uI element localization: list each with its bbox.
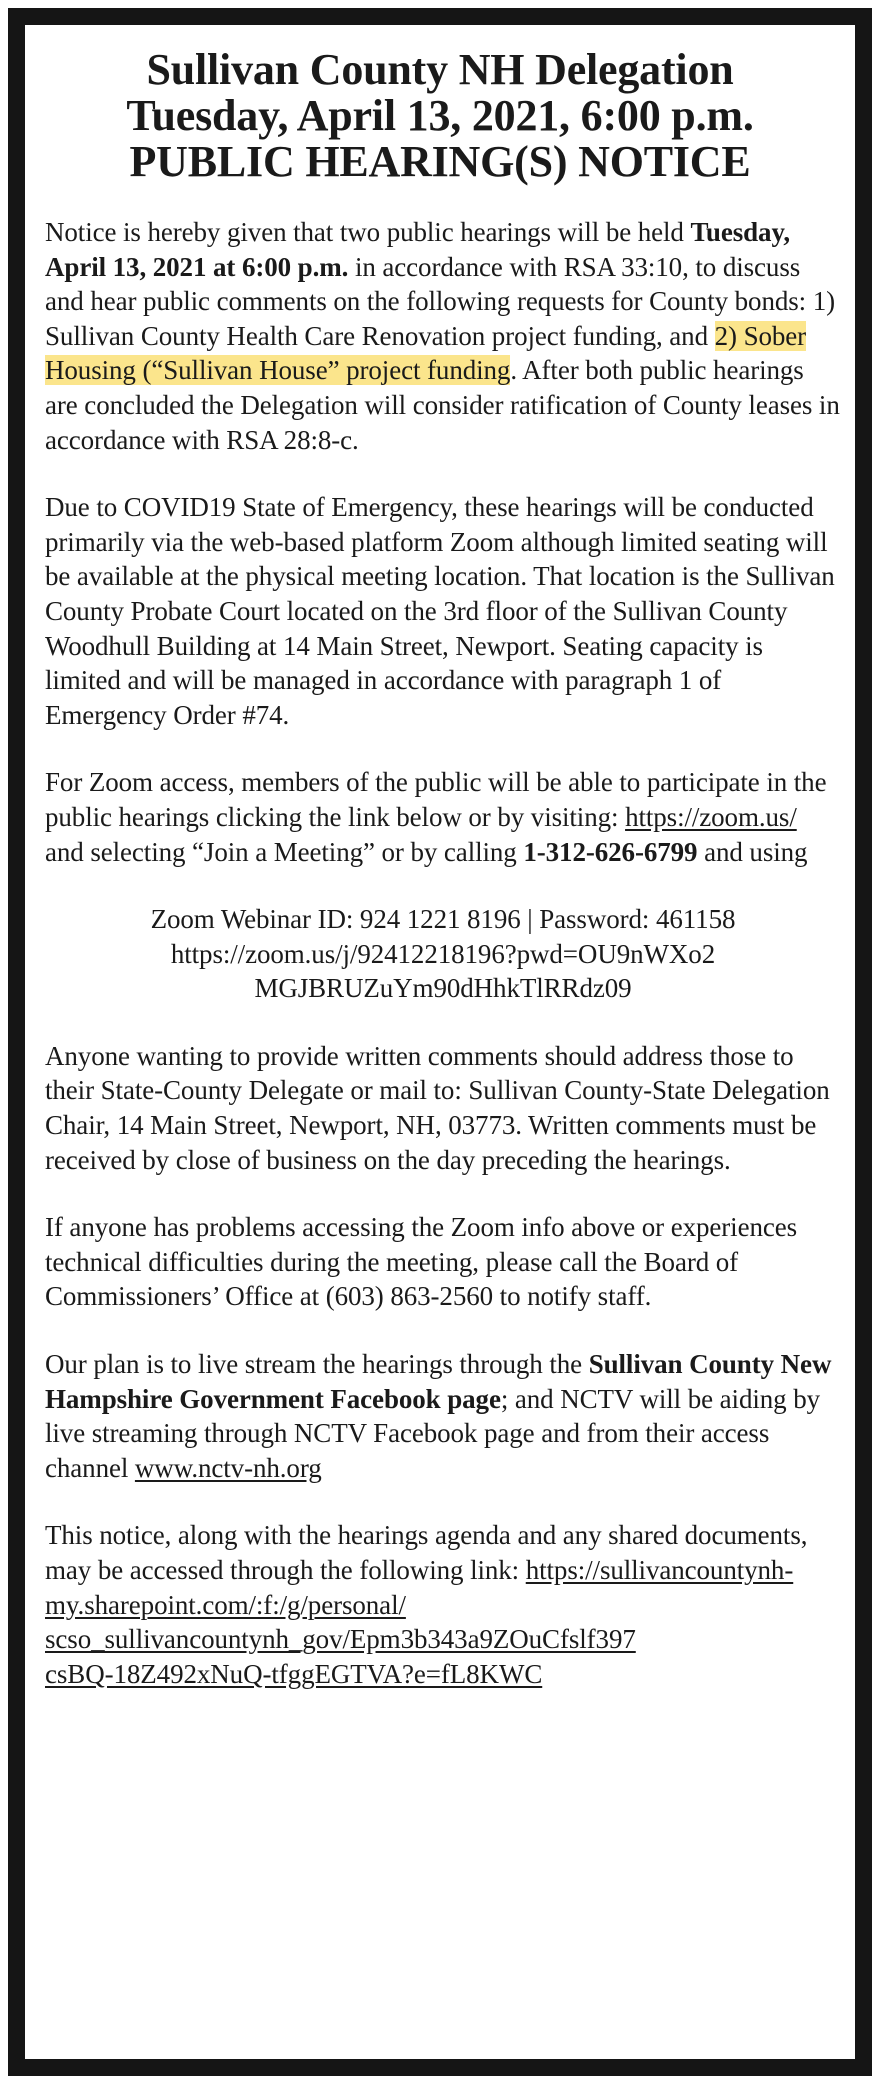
paragraph-zoom-access	[45, 765, 841, 869]
phone-number: 1-312-626-6799	[523, 836, 698, 867]
zoom-url-line2: MGJBRUZuYm90dHhkTlRRdz09	[254, 973, 632, 1004]
text: in accordance with RSA 33:10, to discuss and hear public comments on the following requests for County bonds: 1) Sullivan County Health Care Renovation project funding, and	[45, 251, 836, 351]
zoom-link[interactable]: https://zoom.us/	[625, 801, 797, 832]
zoom-webinar-id: Zoom Webinar ID: 924 1221 8196 | Password: 461158	[150, 904, 736, 935]
zoom-details	[45, 902, 841, 1006]
zoom-url-line1: https://zoom.us/j/92412218196?pwd=OU9nWXo2	[170, 938, 716, 969]
paragraph-written-comments: Anyone wanting to provide written comments should address those to their State-County Delegate or mail to: Sullivan County-State Delegation Chair, 14 Main Street, Newport, NH, 03773. Written comments must be received by close of business on the day preceding the hearings.	[45, 1040, 830, 1175]
text: and selecting “Join a Meeting” or by calling	[45, 836, 524, 867]
title-notice: PUBLIC HEARING(S) NOTICE	[129, 137, 751, 186]
text: . After both public hearings are concluded the Delegation will consider ratification of County leases in accordance with RSA 28:8-c.	[45, 355, 840, 455]
text: and using	[697, 836, 808, 867]
title-date: Tuesday, April 13, 2021, 6:00 p.m.	[126, 91, 754, 140]
paragraph-technical-issues: If anyone has problems accessing the Zoom info above or experiences technical difficulties during the meeting, please call the Board of Commissioners’ Office at (603) 863-2560 to notify staff.	[45, 1212, 798, 1312]
hearing-date: Tuesday, April 13, 2021 at 6:00 p.m.	[45, 217, 791, 282]
paragraph-hearings	[45, 215, 841, 457]
notice-title	[25, 25, 855, 185]
facebook-page: Sullivan County New Hampshire Government Facebook page	[45, 1349, 832, 1414]
text: ; and NCTV will be aiding by live streaming through NCTV Facebook page and from their access channel	[45, 1383, 820, 1483]
notice-body	[25, 215, 855, 1691]
highlighted-text: 2) Sober Housing (“Sullivan House” project funding	[45, 320, 807, 386]
text: Our plan is to live stream the hearings through the	[45, 1349, 589, 1380]
text: This notice, along with the hearings agenda and any shared documents, may be accessed through the following link:	[45, 1520, 808, 1585]
text: Notice is hereby given that two public hearings will be held	[45, 217, 691, 247]
nctv-link[interactable]: www.nctv-nh.org	[134, 1452, 322, 1483]
paragraph-covid: Due to COVID19 State of Emergency, these hearings will be conducted primarily via the web-based platform Zoom although limited seating will be available at the physical meeting location. That location is the Sullivan County Probate Court located on the 3rd floor of the Sullivan County Woodhull Building at 14 Main Street, Newport. Seating capacity is limited and will be managed in accordance with paragraph 1 of Emergency Order #74.	[45, 492, 835, 730]
text: For Zoom access, members of the public will be able to participate in the public hearings clicking the link below or by visiting:	[45, 767, 827, 832]
sharepoint-link-text: https://sullivancountynh-my.sharepoint.com/:f:/g/personal/ scso_sullivancountynh_gov/Epm3b343a9ZOuCfslf397 csBQ-18Z492xNuQ-tfggEGTVA?e=fL8KWC	[45, 1555, 794, 1689]
paragraph-documents	[45, 1518, 841, 1691]
title-delegation: Sullivan County NH Delegation	[146, 45, 734, 94]
notice-frame	[8, 8, 872, 2076]
paragraph-live-stream	[45, 1347, 841, 1485]
